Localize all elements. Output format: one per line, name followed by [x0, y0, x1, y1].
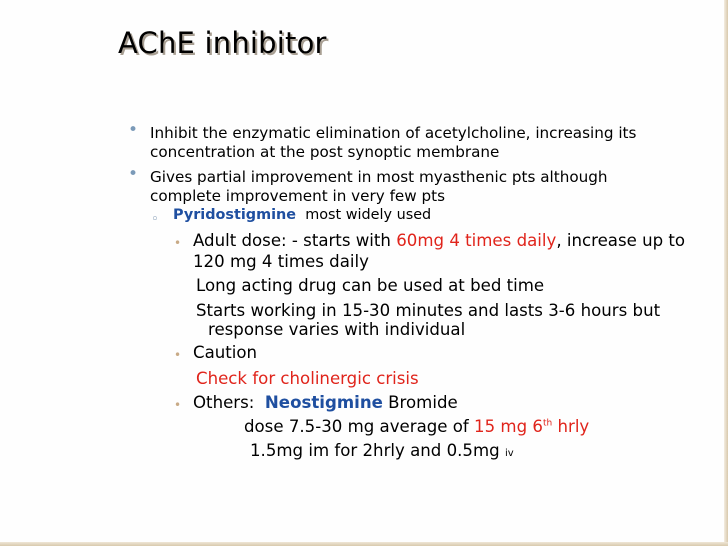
small-dot-bullet-icon: •	[174, 348, 182, 362]
neo-dose-highlight	[474, 417, 589, 436]
pyridostigmine-note: most widely used	[305, 207, 432, 223]
bullet-1-line-1: Inhibit the enzymatic elimination of acetylcholine, increasing its	[150, 124, 637, 142]
neo-dose-amount: 15 mg 6	[474, 417, 543, 436]
neostigmine-label: Neostigmine	[264, 393, 383, 412]
adult-dose-line-1	[193, 231, 685, 250]
bullet-2-line-2: complete improvement in very few pts	[150, 187, 446, 205]
others-line	[193, 393, 458, 412]
neo-dose-prefix: dose 7.5-30 mg average of	[244, 417, 469, 436]
adult-dose-highlight: 60mg 4 times daily	[396, 231, 557, 250]
im-dose-line	[250, 441, 514, 460]
neostigmine-dose-line	[244, 417, 589, 436]
neo-dose-superscript: th	[542, 418, 553, 429]
filled-circle-bullet-icon: •	[128, 164, 139, 184]
adult-dose-suffix: , increase up to	[556, 231, 686, 250]
adult-dose-prefix: Adult dose: - starts with	[193, 231, 391, 250]
pyridostigmine-line	[173, 207, 431, 223]
others-suffix: Bromide	[388, 393, 458, 412]
starts-working-line-1: Starts working in 15-30 minutes and lasts 3-6 hours but	[196, 301, 661, 320]
small-dot-bullet-icon: •	[174, 398, 182, 412]
im-dose-main: 1.5mg im for 2hrly and 0.5mg	[250, 441, 500, 460]
neo-dose-interval: hrly	[557, 417, 590, 436]
others-prefix: Others:	[193, 393, 255, 412]
filled-circle-bullet-icon: •	[128, 120, 139, 140]
hollow-circle-bullet-icon: ◦	[151, 212, 159, 227]
cholinergic-crisis-line: Check for cholinergic crisis	[196, 369, 419, 388]
long-acting-line: Long acting drug can be used at bed time	[196, 276, 545, 295]
caution-line: Caution	[193, 343, 258, 362]
im-dose-route: iv	[504, 448, 514, 459]
small-dot-bullet-icon: •	[174, 236, 182, 250]
slide-title: AChE inhibitor	[118, 26, 327, 60]
adult-dose-line-2: 120 mg 4 times daily	[193, 252, 369, 271]
starts-working-line-2: response varies with individual	[208, 320, 466, 339]
pyridostigmine-label: Pyridostigmine	[173, 207, 297, 223]
bullet-1-line-2: concentration at the post synoptic membrane	[150, 143, 500, 161]
bullet-2-line-1: Gives partial improvement in most myasthenic pts although	[150, 168, 608, 186]
